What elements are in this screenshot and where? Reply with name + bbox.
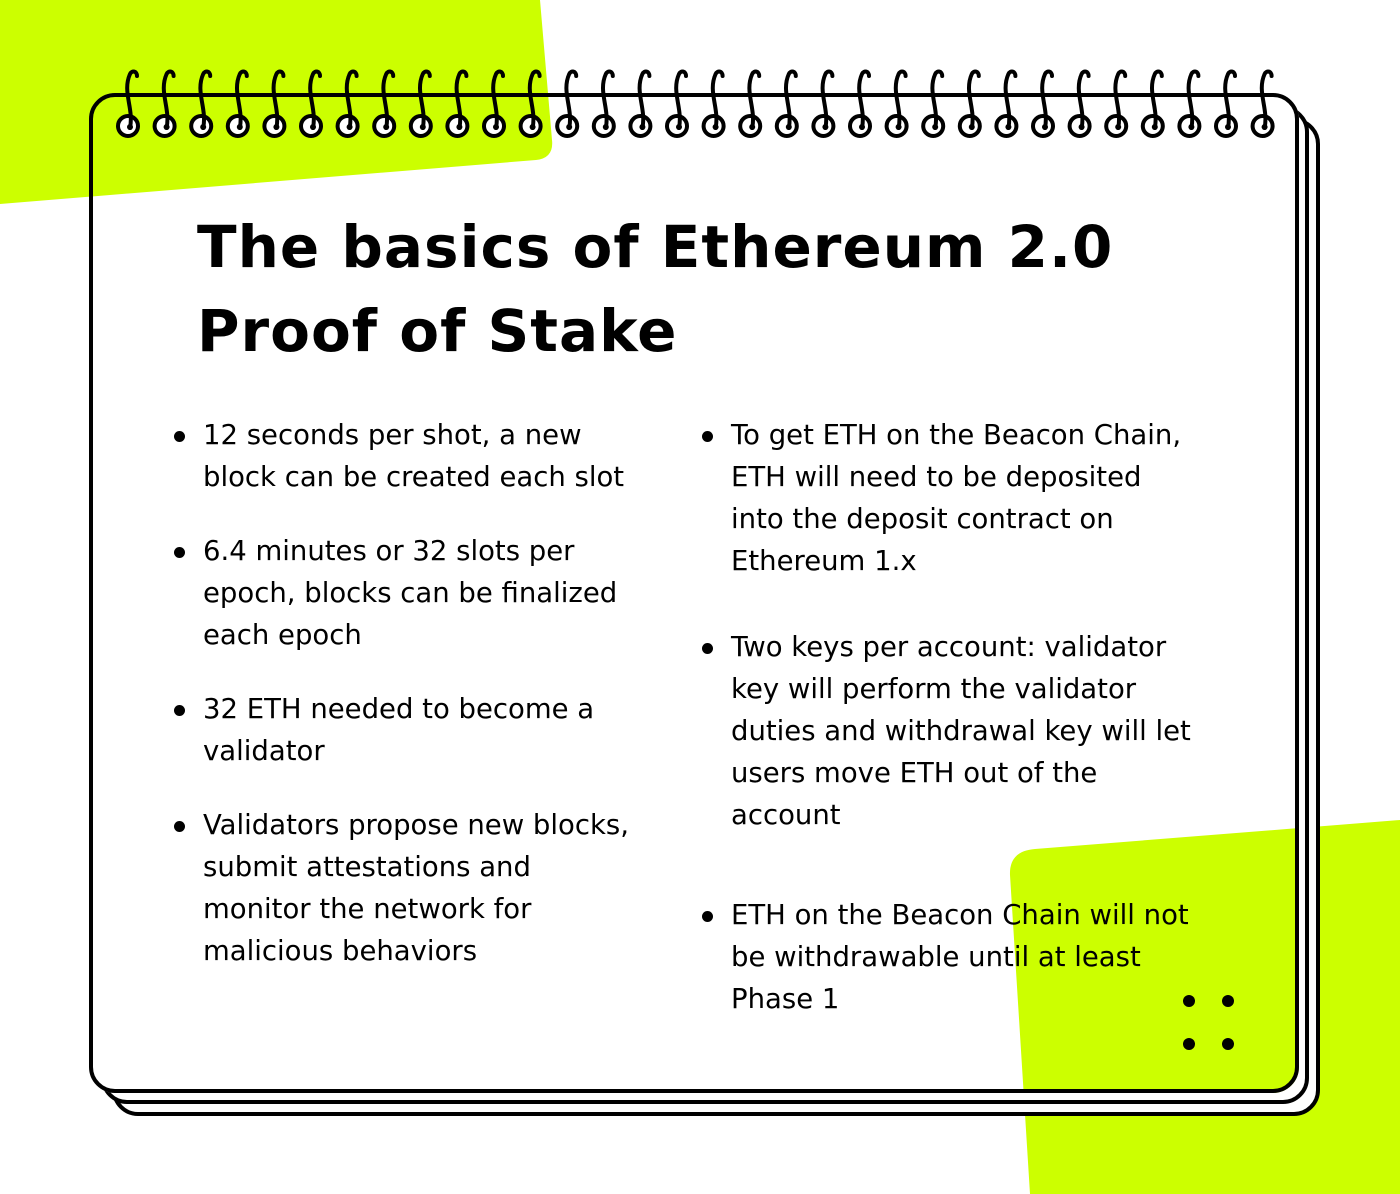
bullet-list-left <box>172 414 642 1004</box>
list-item: 12 seconds per shot, a new block can be created each slot <box>172 414 642 498</box>
page-title <box>197 205 1247 373</box>
list-item: 6.4 minutes or 32 slots per epoch, blocks can be finalized each epoch <box>172 530 642 656</box>
list-item: 32 ETH needed to become a validator <box>172 688 642 772</box>
list-item: Validators propose new blocks, submit attestations and monitor the network for malicious behaviors <box>172 804 642 972</box>
list-item: Two keys per account: validator key will perform the validator duties and withdrawal key will let users move ETH out of the account <box>700 626 1200 836</box>
list-item: To get ETH on the Beacon Chain, ETH will need to be deposited into the deposit contract on Ethereum 1.x <box>700 414 1200 582</box>
title-line-1: The basics of Ethereum 2.0 <box>197 213 1114 281</box>
title-line-2: Proof of Stake <box>197 297 678 365</box>
bullet-list-right <box>700 414 1200 1064</box>
list-item: ETH on the Beacon Chain will not be withdrawable until at least Phase 1 <box>700 894 1200 1020</box>
four-dots-icon <box>1175 990 1245 1060</box>
